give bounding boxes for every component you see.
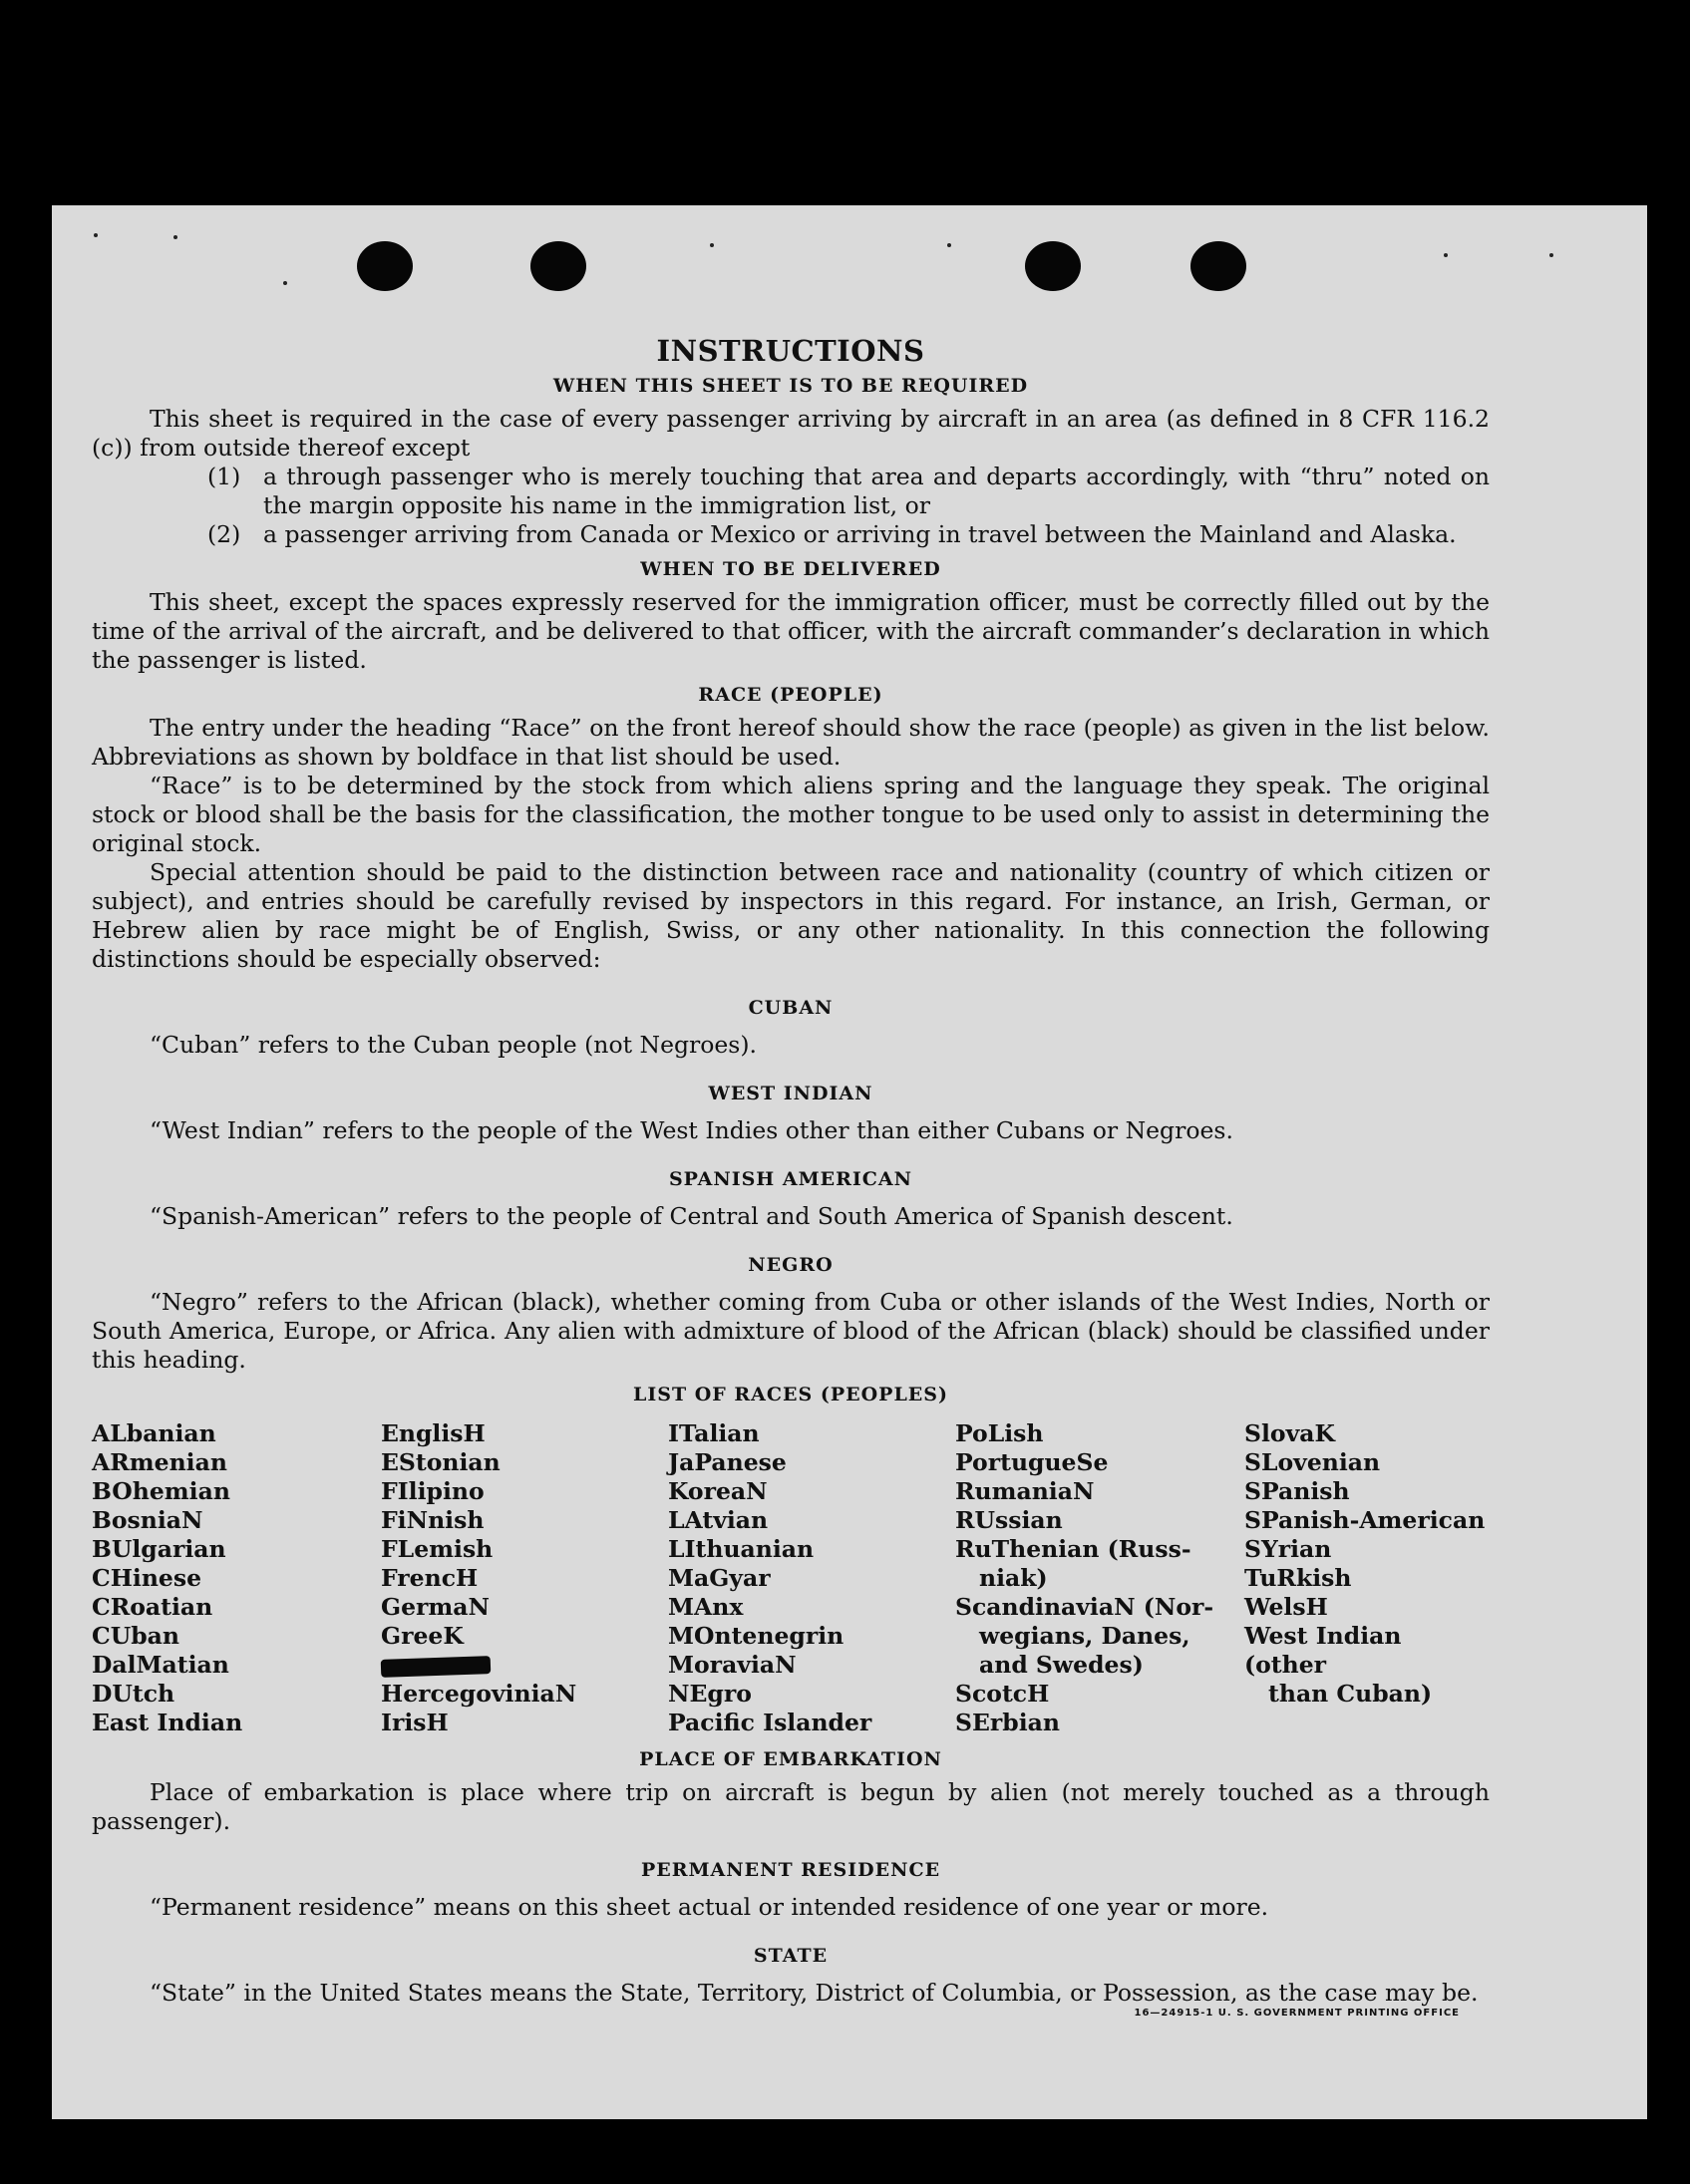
race-entry-continued: than Cuban)	[1268, 1680, 1433, 1708]
embarkation-text: Place of embarkation is place where trip on aircraft is begun by alien (not merely touched as a through passenger).	[92, 1778, 1490, 1835]
race-entry: ScotcH	[955, 1680, 1050, 1708]
exception-item	[92, 463, 1490, 520]
spanish-american-text: “Spanish-American” refers to the people of Central and South America of Spanish descent.	[150, 1202, 1233, 1230]
race-entry: TuRkish	[1244, 1564, 1352, 1592]
residence-text: “Permanent residence” means on this sheet actual or intended residence of one year or more.	[150, 1893, 1269, 1921]
race-entry: SPanish-American	[1244, 1506, 1486, 1534]
race-entry: CUban	[92, 1622, 179, 1650]
race-entry: BOhemian	[92, 1477, 230, 1505]
races-column	[955, 1419, 1244, 1737]
race-entry: MaGyar	[668, 1564, 771, 1592]
race-entry: RUssian	[955, 1506, 1063, 1534]
race-entry: EStonian	[381, 1448, 501, 1476]
state-text: “State” in the United States means the State, Territory, District of Columbia, or Possession, as the case may be.	[150, 1979, 1479, 2007]
race-entry: HercegoviniaN	[381, 1680, 577, 1708]
race-entry: Pacific Islander	[668, 1709, 872, 1736]
race-entry: CRoatian	[92, 1593, 213, 1621]
page-title: INSTRUCTIONS	[656, 334, 925, 368]
race-entry: East Indian	[92, 1709, 243, 1736]
race-entry: MOntenegrin	[668, 1622, 845, 1650]
race-entry: CHinese	[92, 1564, 202, 1592]
race-entry: LAtvian	[668, 1506, 769, 1534]
race-entry-continued: and Swedes)	[979, 1651, 1144, 1679]
exception-item	[92, 520, 1490, 549]
race-entry: BUlgarian	[92, 1535, 226, 1563]
delivered-text: This sheet, except the spaces expressly reserved for the immigration officer, must be correctly filled out by the time of the arrival of the aircraft, and be delivered to that officer, with the aircraft commander’s declaration in which the passenger is listed.	[92, 588, 1490, 674]
race-entry: MAnx	[668, 1593, 744, 1621]
race-entry-continued: niak)	[979, 1564, 1048, 1592]
race-paragraph: The entry under the heading “Race” on the front hereof should show the race (people) as given in the list below. Abbreviations as shown by boldface in that list should be used.	[92, 714, 1490, 771]
races-column	[668, 1419, 955, 1737]
race-entry: FIlipino	[381, 1477, 485, 1505]
race-entry: WelsH	[1244, 1593, 1328, 1621]
speck	[173, 235, 177, 239]
races-column	[92, 1419, 381, 1737]
heading-cuban: CUBAN	[748, 997, 834, 1019]
race-entry: JaPanese	[668, 1448, 787, 1476]
race-entry: SErbian	[955, 1709, 1060, 1736]
speck	[710, 243, 714, 247]
race-entry: FLemish	[381, 1535, 494, 1563]
race-paragraph: Special attention should be paid to the distinction between race and nationality (country of which citizen or subject), and entries should be carefully revised by inspectors in this regard. For instance, an Irish, German, or Hebrew alien by race might be of English, Swiss, or any other nationality. In this connection the following distinctions should be especially observed:	[92, 858, 1490, 973]
race-entry: SLovenian	[1244, 1448, 1381, 1476]
exception-number: (2)	[207, 520, 241, 548]
race-entry: ScandinaviaN (Nor-	[955, 1593, 1214, 1621]
race-entry: LIthuanian	[668, 1535, 815, 1563]
race-entry: ITalian	[668, 1419, 760, 1447]
negro-text: “Negro” refers to the African (black), whether coming from Cuba or other islands of the West Indies, North or South America, Europe, or Africa. Any alien with admixture of blood of the African (black) should be classified under this heading.	[92, 1288, 1490, 1374]
race-entry: ALbanian	[92, 1419, 216, 1447]
speck	[1549, 253, 1553, 257]
race-entry: RumaniaN	[955, 1477, 1095, 1505]
races-column	[1244, 1419, 1490, 1737]
race-entry: SYrian	[1244, 1535, 1332, 1563]
cuban-text: “Cuban” refers to the Cuban people (not Negroes).	[150, 1031, 758, 1059]
heading-race: RACE (PEOPLE)	[698, 684, 883, 706]
speck	[1444, 253, 1448, 257]
punch-hole	[530, 241, 586, 291]
race-entry: DUtch	[92, 1680, 175, 1708]
punch-hole	[357, 241, 413, 291]
heading-west-indian: WEST INDIAN	[708, 1083, 873, 1104]
redaction-mark	[381, 1656, 492, 1678]
race-entry: FrencH	[381, 1564, 479, 1592]
race-entry: PoLish	[955, 1419, 1044, 1447]
heading-list-of-races: LIST OF RACES (PEOPLES)	[633, 1384, 948, 1405]
exception-number: (1)	[207, 463, 241, 490]
speck	[94, 233, 98, 237]
punch-hole	[1025, 241, 1081, 291]
race-entry: SPanish	[1244, 1477, 1350, 1505]
race-entry: MoraviaN	[668, 1651, 797, 1679]
punch-hole	[1190, 241, 1246, 291]
races-list	[92, 1419, 1490, 1737]
race-entry: SlovaK	[1244, 1419, 1335, 1447]
heading-embarkation: PLACE OF EMBARKATION	[639, 1748, 942, 1770]
exception-text: a through passenger who is merely touching that area and departs accordingly, with “thru” noted on the margin opposite his name in the immigration list, or	[263, 463, 1490, 519]
races-column	[381, 1419, 668, 1737]
race-entry: GreeK	[381, 1622, 464, 1650]
race-entry-continued: wegians, Danes,	[979, 1622, 1190, 1650]
race-entry: GermaN	[381, 1593, 490, 1621]
heading-permanent-residence: PERMANENT RESIDENCE	[640, 1859, 941, 1881]
west-indian-text: “West Indian” refers to the people of the West Indies other than either Cubans or Negroes.	[150, 1116, 1233, 1144]
required-text: This sheet is required in the case of every passenger arriving by aircraft in an area (as defined in 8 CFR 116.2 (c)) from outside thereof except	[92, 405, 1490, 462]
heading-negro: NEGRO	[748, 1254, 834, 1276]
race-entry: KoreaN	[668, 1477, 768, 1505]
race-entry: PortugueSe	[955, 1448, 1109, 1476]
race-entry: BosniaN	[92, 1506, 203, 1534]
race-entry: DalMatian	[92, 1651, 229, 1679]
race-entry: RuThenian (Russ-	[955, 1535, 1191, 1563]
heading-delivered: WHEN TO BE DELIVERED	[640, 558, 941, 580]
heading-spanish-american: SPANISH AMERICAN	[668, 1168, 913, 1190]
race-entry: FiNnish	[381, 1506, 485, 1534]
race-paragraph: “Race” is to be determined by the stock from which aliens spring and the language they speak. The original stock or blood shall be the basis for the classification, the mother tongue to be used only to assist in determining the original stock.	[92, 772, 1490, 857]
redacted-entry	[381, 1651, 668, 1680]
race-entry: NEgro	[668, 1680, 752, 1708]
exception-text: a passenger arriving from Canada or Mexico or arriving in travel between the Mainland and Alaska.	[263, 520, 1457, 548]
race-entry: EnglisH	[381, 1419, 486, 1447]
speck	[283, 281, 287, 285]
race-entry: ARmenian	[92, 1448, 227, 1476]
heading-required: WHEN THIS SHEET IS TO BE REQUIRED	[552, 375, 1029, 397]
race-entry: West Indian (other	[1244, 1622, 1402, 1679]
speck	[947, 243, 951, 247]
sheet-content	[92, 334, 1490, 2028]
instruction-sheet	[52, 205, 1647, 2119]
race-entry: IrisH	[381, 1709, 449, 1736]
heading-state: STATE	[753, 1945, 829, 1967]
printer-line: 16—24915-1 U. S. GOVERNMENT PRINTING OFFICE	[1134, 2008, 1460, 2019]
